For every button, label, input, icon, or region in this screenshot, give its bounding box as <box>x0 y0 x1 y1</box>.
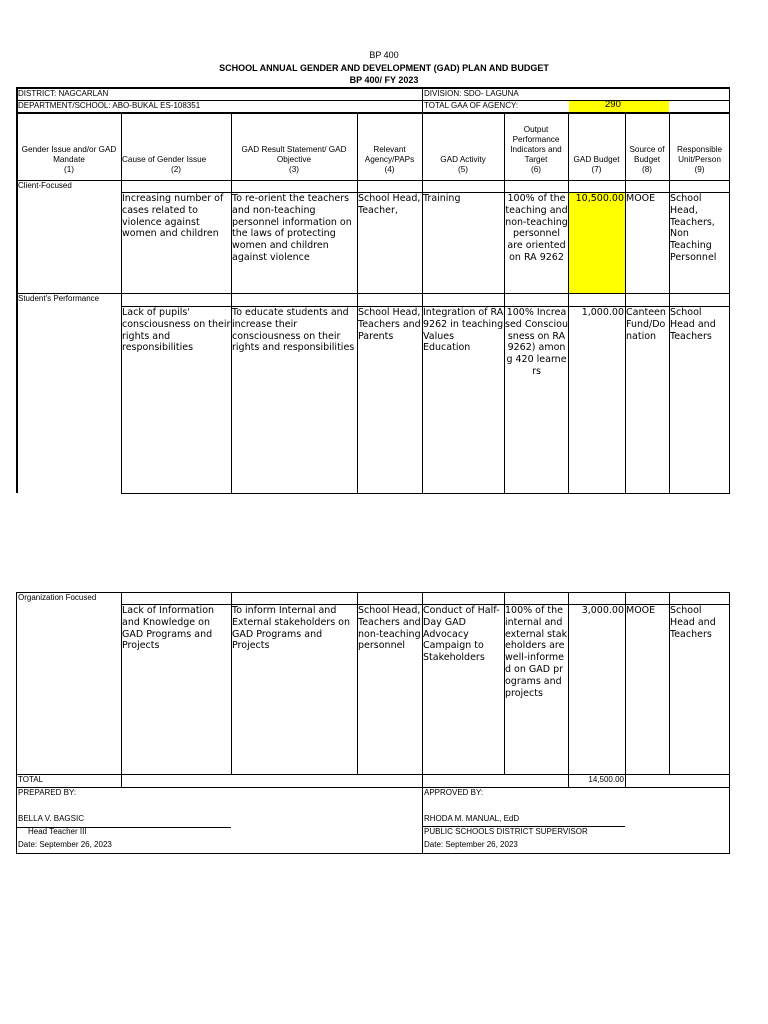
row1-agency: School Head, Teacher, <box>358 193 421 216</box>
row2-indicator: 100% Increased Consciousness on RA 9262) among 420 learners <box>505 307 568 377</box>
col-header-6: Output Performance Indicators and Target (6) <box>510 125 562 174</box>
row-divider <box>16 787 730 788</box>
total-gaa-value: 290 <box>605 99 621 110</box>
row3-objective: To inform Internal and External stakeholders on GAD Programs and Projects <box>232 605 350 652</box>
row-divider <box>16 293 730 294</box>
row2-cause: Lack of pupils' consciousness on their rights and responsibilities <box>122 307 231 354</box>
table-top-border <box>16 87 730 89</box>
row1-cause: Increasing number of cases related to violence against women and children <box>122 193 224 240</box>
col-header-4: Relevant Agency/PAPs (4) <box>364 145 415 174</box>
row3-responsible: School Head and Teachers <box>670 605 716 640</box>
row-divider <box>16 180 730 181</box>
row2-activity: Integration of RA 9262 in teaching Values Education <box>423 307 504 354</box>
total-gaa-label: TOTAL GAA OF AGENCY: <box>424 101 519 110</box>
row3-source: MOOE <box>626 605 656 616</box>
table2-bottom-border <box>16 853 730 854</box>
table2-top-border <box>16 592 730 593</box>
info-divider <box>422 87 423 112</box>
row2-budget: 1,000.00 <box>581 307 624 318</box>
col-header-3: GAD Result Statement/ GAD Objective (3) <box>241 145 347 174</box>
row1-indicator: 100% of the teaching and non-teaching personnel are oriented on RA 9262 <box>505 193 568 263</box>
district-label: DISTRICT: NAGCARLAN <box>18 89 109 98</box>
row3-activity: Conduct of Half-Day GAD Advocacy Campaign to Stakeholders <box>423 605 500 664</box>
row3-budget: 3,000.00 <box>581 605 624 616</box>
approved-by-title: PUBLIC SCHOOLS DISTRICT SUPERVISOR <box>424 827 588 836</box>
row3-cause: Lack of Information and Knowledge on GAD Programs and Projects <box>122 605 215 652</box>
col-divider <box>568 592 569 787</box>
document-subtitle: BP 400/ FY 2023 <box>349 75 419 85</box>
col-header-9: Responsible Unit/Person (9) <box>676 145 723 174</box>
row1-activity: Training <box>423 193 461 204</box>
col-header-5: GAD Activity (5) <box>440 155 486 174</box>
row1-responsible: School Head, Teachers, Non Teaching Personnel <box>670 193 717 263</box>
form-number: BP 400 <box>369 50 399 60</box>
col-header-2: Cause of Gender Issue (2) <box>122 155 207 174</box>
section-student-performance: Student's Performance <box>18 294 100 303</box>
row2-objective: To educate students and increase their consciousness on their rights and responsibilities <box>232 307 355 354</box>
budget-highlight <box>569 192 625 293</box>
table-right-border <box>729 87 730 493</box>
row2-responsible: School Head and Teachers <box>670 307 716 342</box>
table-bottom-border <box>121 493 730 494</box>
section-organization-focused: Organization Focused <box>18 593 97 602</box>
row3-agency: School Head, Teachers and non-teaching personnel <box>358 605 421 652</box>
row-divider <box>16 112 730 114</box>
row1-source: MOOE <box>626 193 656 204</box>
table2-left-border <box>16 592 17 853</box>
approved-by-date: Date: September 26, 2023 <box>424 840 518 849</box>
row2-agency: School Head, Teachers and Parents <box>358 307 421 342</box>
col-divider <box>625 592 626 787</box>
document-title: SCHOOL ANNUAL GENDER AND DEVELOPMENT (GAD) PLAN AND BUDGET <box>219 63 549 73</box>
col-header-1: Gender Issue and/or GAD Mandate (1) <box>21 145 117 174</box>
row2-source: Canteen Fund/Donation <box>626 307 666 342</box>
row1-objective: To re-orient the teachers and non-teaching personnel information on the laws of protecting women and children against violence <box>232 193 352 263</box>
col-header-8: Source of Budget (8) <box>629 145 665 174</box>
table2-right-border <box>729 592 730 853</box>
row1-budget: 10,500.00 <box>575 193 624 204</box>
section-client-focused: Client-Focused <box>18 181 72 190</box>
prepared-by-label: PREPARED BY: <box>18 788 77 797</box>
total-value: 14,500.00 <box>588 775 624 784</box>
prepared-by-name: BELLA V. BAGSIC <box>18 814 84 823</box>
total-label: TOTAL <box>18 775 44 784</box>
approved-by-name: RHODA M. MANUAL, EdD <box>424 814 520 823</box>
prepared-by-title: Head Teacher III <box>28 827 87 836</box>
approved-by-label: APPROVED BY: <box>424 788 484 797</box>
row3-indicator: 100% of the internal and external stakeholders are well-informed on GAD programs and projects <box>505 605 568 699</box>
col-header-7: GAD Budget (7) <box>573 155 620 174</box>
division-label: DIVISION: SDO- LAGUNA <box>424 89 519 98</box>
prepared-by-date: Date: September 26, 2023 <box>18 840 112 849</box>
department-label: DEPARTMENT/SCHOOL: ABO-BUKAL ES-108351 <box>18 101 201 110</box>
